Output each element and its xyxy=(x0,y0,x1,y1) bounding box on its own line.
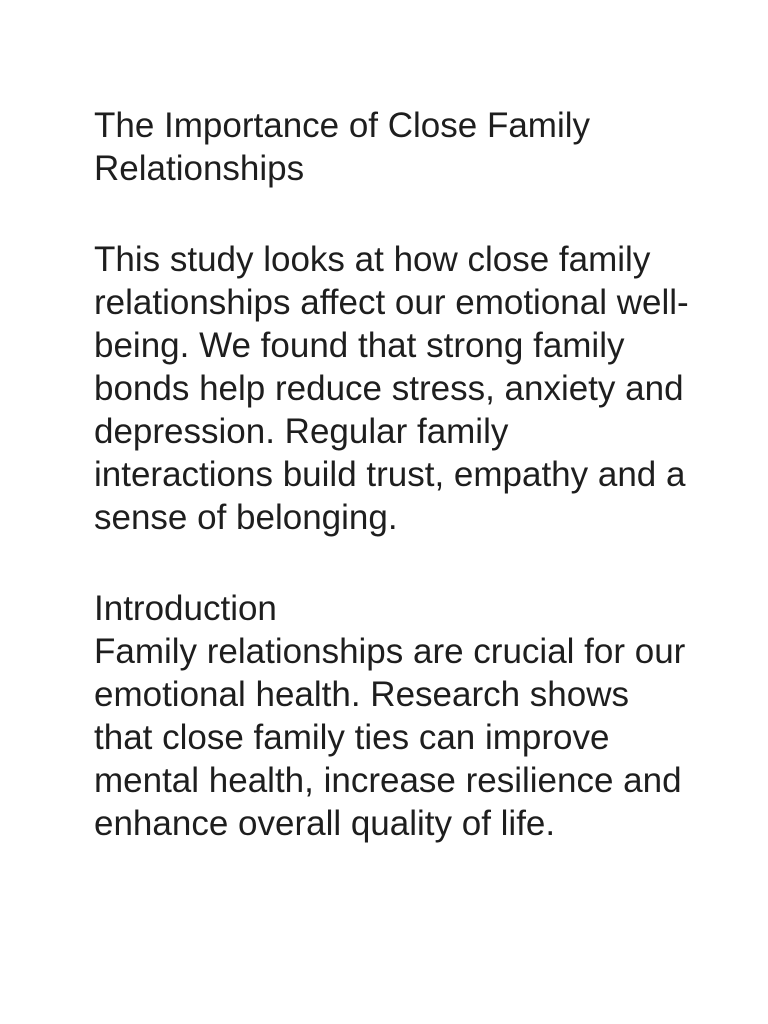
abstract-paragraph: This study looks at how close family relationships affect our emotional well-being. We found that strong family bonds help reduce stress, anxiety and depression. Regular family interactions build trust, empathy and a sense of belonging. xyxy=(94,240,689,537)
document-content xyxy=(94,104,694,845)
section-body-introduction: Family relationships are crucial for our emotional health. Research shows that close family ties can improve mental health, increase resilience and enhance overall quality of life. xyxy=(94,632,686,843)
section-heading-introduction: Introduction xyxy=(94,589,277,628)
document-title: The Importance of Close Family Relationships xyxy=(94,106,591,188)
